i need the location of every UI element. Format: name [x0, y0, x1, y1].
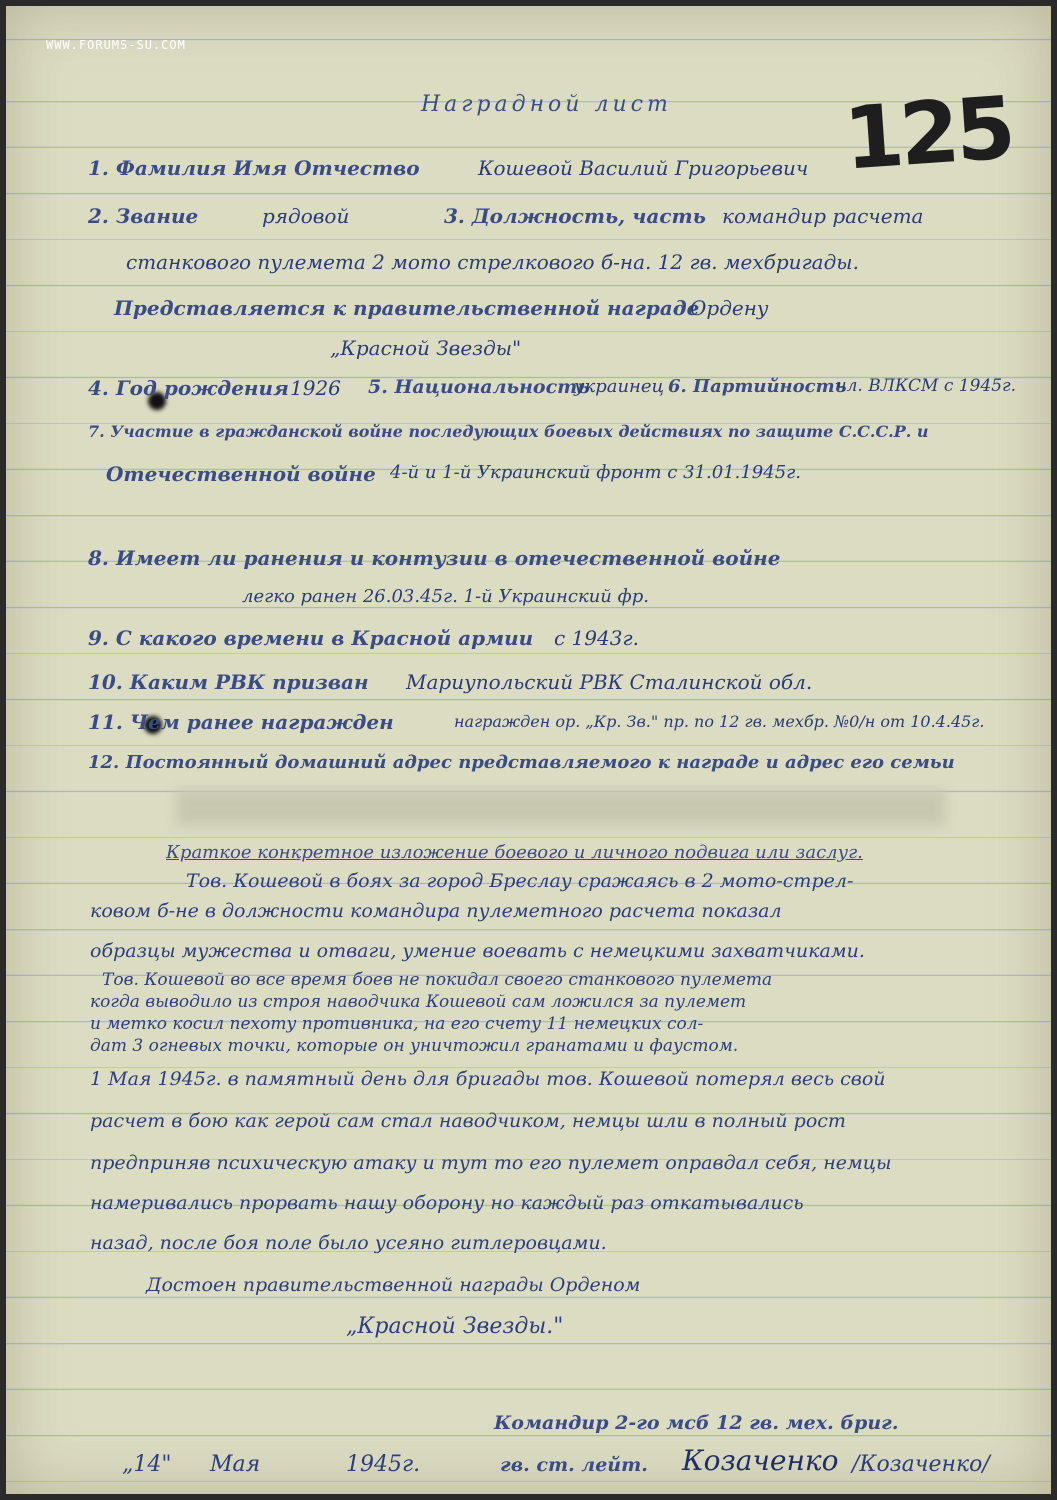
field-party-label: 6. Партийность: [668, 376, 847, 397]
field-position-label: 3. Должность, часть: [444, 204, 706, 228]
narrative-line: дат 3 огневых точки, которые он уничтожил гранатами и фаустом.: [90, 1036, 739, 1056]
narrative-line: намеривались прорвать нашу оборону но каждый раз откатывались: [90, 1192, 804, 1214]
field-rvk-value: Мариупольский РВК Сталинской обл.: [406, 670, 813, 694]
field-awards-label: 11. Чем ранее награжден: [88, 710, 394, 734]
commander-signature: Козаченко: [682, 1444, 839, 1477]
field-war-label-cont: Отечественной войне: [106, 462, 376, 486]
page-title: Наградной лист: [421, 92, 672, 117]
award-presented-value: Ордену: [690, 296, 769, 320]
field-name-value: Кошевой Василий Григорьевич: [478, 156, 809, 180]
narrative-line: расчет в бою как герой сам стал наводчиком, немцы шли в полный рост: [90, 1110, 846, 1132]
document-number: 125: [840, 78, 1015, 190]
narrative-line: и метко косил пехоту противника, на его счету 11 немецких сол-: [90, 1014, 704, 1034]
narrative-line: ковом б-не в должности командира пулеметного расчета показал: [90, 900, 782, 922]
narrative-recommendation: Достоен правительственной награды Орденом: [146, 1274, 641, 1296]
date-day: „14": [122, 1452, 172, 1477]
narrative-line: 1 Мая 1945г. в памятный день для бригады тов. Кошевой потерял весь свой: [90, 1068, 886, 1090]
award-presented-label: Представляется к правительственной награде: [114, 296, 700, 320]
field-war-label: 7. Участие в гражданской войне последующих боевых действиях по защите С.С.С.Р. и: [88, 422, 929, 441]
narrative-line: Тов. Кошевой в боях за город Бреслау сражаясь в 2 мото-стрел-: [186, 870, 854, 892]
field-awards-value: награжден ор. „Кр. Зв." пр. по 12 гв. мехбр. №0/н от 10.4.45г.: [454, 712, 985, 731]
field-rank-label: 2. Звание: [88, 204, 199, 228]
date-month: Мая: [210, 1452, 261, 1477]
narrative-line: предприняв психическую атаку и тут то его пулемет оправдал себя, немцы: [90, 1152, 892, 1174]
award-name: „Красной Звезды": [330, 336, 522, 360]
narrative-heading: Краткое конкретное изложение боевого и личного подвига или заслуг.: [166, 842, 863, 863]
narrative-line: образцы мужества и отваги, умение воевать с немецкими захватчиками.: [90, 940, 865, 962]
field-position-value: командир расчета: [722, 204, 924, 228]
date-year: 1945г.: [346, 1452, 421, 1477]
field-war-value: 4-й и 1-й Украинский фронт с 31.01.1945г.: [390, 462, 801, 483]
field-birth-value: 1926: [290, 376, 341, 400]
field-wounds-value: легко ранен 26.03.45г. 1-й Украинский фр.: [242, 586, 649, 607]
narrative-line: назад, после боя поле было усеяно гитлеровцами.: [90, 1232, 607, 1254]
narrative-line: когда выводило из строя наводчика Кошевой сам ложился за пулемет: [90, 992, 747, 1012]
field-birth-label: 4. Год рождения: [88, 376, 289, 400]
watermark: WWW.FORUMS-SU.COM: [46, 38, 186, 52]
field-service-value: с 1943г.: [554, 626, 639, 650]
field-rvk-label: 10. Каким РВК призван: [88, 670, 369, 694]
field-wounds-label: 8. Имеет ли ранения и контузии в отечественной войне: [88, 546, 781, 570]
field-address-label: 12. Постоянный домашний адрес представляемого к награде и адрес его семьи: [88, 752, 955, 773]
narrative-line: Тов. Кошевой во все время боев не покидал своего станкового пулемета: [102, 970, 773, 990]
field-service-label: 9. С какого времени в Красной армии: [88, 626, 534, 650]
award-sheet: [6, 6, 1051, 1494]
field-party-value: чл. ВЛКСМ с 1945г.: [836, 376, 1017, 396]
field-name-label: 1. Фамилия Имя Отчество: [88, 156, 420, 180]
commander-title: Командир 2-го мсб 12 гв. мех. бриг.: [494, 1412, 899, 1434]
field-rank-value: рядовой: [262, 204, 350, 228]
field-position-value-cont: станкового пулемета 2 мото стрелкового б-на. 12 гв. мехбригады.: [126, 250, 859, 274]
field-nationality-value: украинец: [574, 376, 665, 397]
commander-name: /Козаченко/: [852, 1452, 990, 1477]
field-nationality-label: 5. Национальность: [368, 376, 590, 398]
narrative-award-name: „Красной Звезды.": [346, 1314, 564, 1339]
redacted-area: [176, 790, 946, 826]
commander-rank: гв. ст. лейт.: [500, 1454, 648, 1476]
